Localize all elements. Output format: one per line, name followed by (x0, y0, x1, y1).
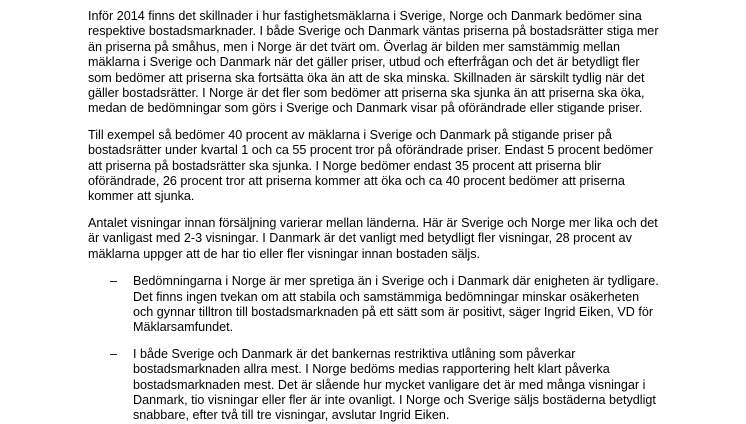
text-line: respektive bostadsmarknader. I både Sverige och Danmark väntas priserna på bostadsrätter stiga mer (88, 24, 659, 39)
text-line: Inför 2014 finns det skillnader i hur fastighetsmäklarna i Sverige, Norge och Danmark bedömer sina (88, 9, 642, 23)
text-line: snabbare, efter två till tre visningar, avslutar Ingrid Eiken. (133, 408, 450, 423)
text-line: mäklarna i Sverige och Danmark när det gäller priser, utbud och efterfrågan och det är betydligt fler (88, 55, 640, 70)
text-line: är vanligast med 2-3 visningar. I Danmark är det vanligt med betydligt fler visningar, 28 procent av (88, 231, 632, 246)
text-line: Till exempel så bedömer 40 procent av mäklarna i Sverige och Danmark på stigande priser på (88, 127, 612, 142)
text-line: bostadsmarknaden mest. Det är slående hur mycket vanligare det är med många visningar i (133, 377, 646, 392)
text-line: kommer att sjunka. (88, 189, 195, 204)
document-body (88, 9, 728, 424)
text-line: gäller bostadsrätter. I Norge är det fler som bedömer att priserna ska sjunka än att priserna ska öka, (88, 86, 645, 101)
bullet-text (133, 274, 728, 336)
text-line: oförändrade, 26 procent tror att priserna kommer att öka och ca 40 procent bedömer att priserna (88, 174, 625, 189)
text-line: Bedömningarna i Norge är mer spretiga än i Sverige och i Danmark där enigheten är tydligare. (133, 274, 659, 289)
text-line: än priserna på småhus, men i Norge är det tvärt om. Överlag är bilden mer samstämmig mellan (88, 39, 620, 54)
text-line: som bedömer att priserna ska fortsätta öka än att de ska minska. Skillnaden är särskilt tydlig när det (88, 70, 645, 85)
bullet-dash: – (110, 274, 118, 289)
text-line: I både Sverige och Danmark är det bankernas restriktiva utlåning som påverkar (133, 346, 576, 361)
bullet-text (133, 347, 728, 424)
text-line: bostadsrätter under kvartal 1 och ca 55 procent tror på oförändrade priser. Endast 5 procent bedömer (88, 143, 653, 158)
text-line: att priserna på bostadsrätter ska sjunka. I Norge bedömer endast 35 procent att priserna blir (88, 158, 602, 173)
quote-bullet-assessments (88, 274, 728, 336)
text-line: bostadsmarknaden allra mest. I Norge bedöms medias rapportering helt klart påverka (133, 362, 610, 377)
text-line: Danmark, tio visningar eller fler är inte ovanligt. I Norge och Sverige säljs bostäderna betydligt (133, 392, 656, 407)
bullet-dash: – (110, 346, 118, 361)
paragraph-market-differences (88, 9, 728, 117)
text-line: Mäklarsamfundet. (133, 320, 234, 335)
text-line: mäklarna uppger att de har tio eller fler visningar innan bostaden säljs. (88, 246, 481, 261)
text-line: och gynnar tilltron till bostadsmarknaden på ett sätt som är positivt, säger Ingrid Eiken, VD för (133, 304, 654, 319)
paragraph-viewings (88, 216, 728, 262)
text-line: Antalet visningar innan försäljning varierar mellan länderna. Här är Sverige och Norge mer lika och det (88, 215, 658, 230)
text-line: Det finns ingen tvekan om att stabila och samstämmiga bedömningar minskar osäkerheten (133, 289, 640, 304)
paragraph-price-examples (88, 128, 728, 205)
quote-bullet-lending (88, 347, 728, 424)
text-line: medan de bedömningar som görs i Sverige och Danmark visar på oförändrade eller stigande priser. (88, 101, 643, 116)
